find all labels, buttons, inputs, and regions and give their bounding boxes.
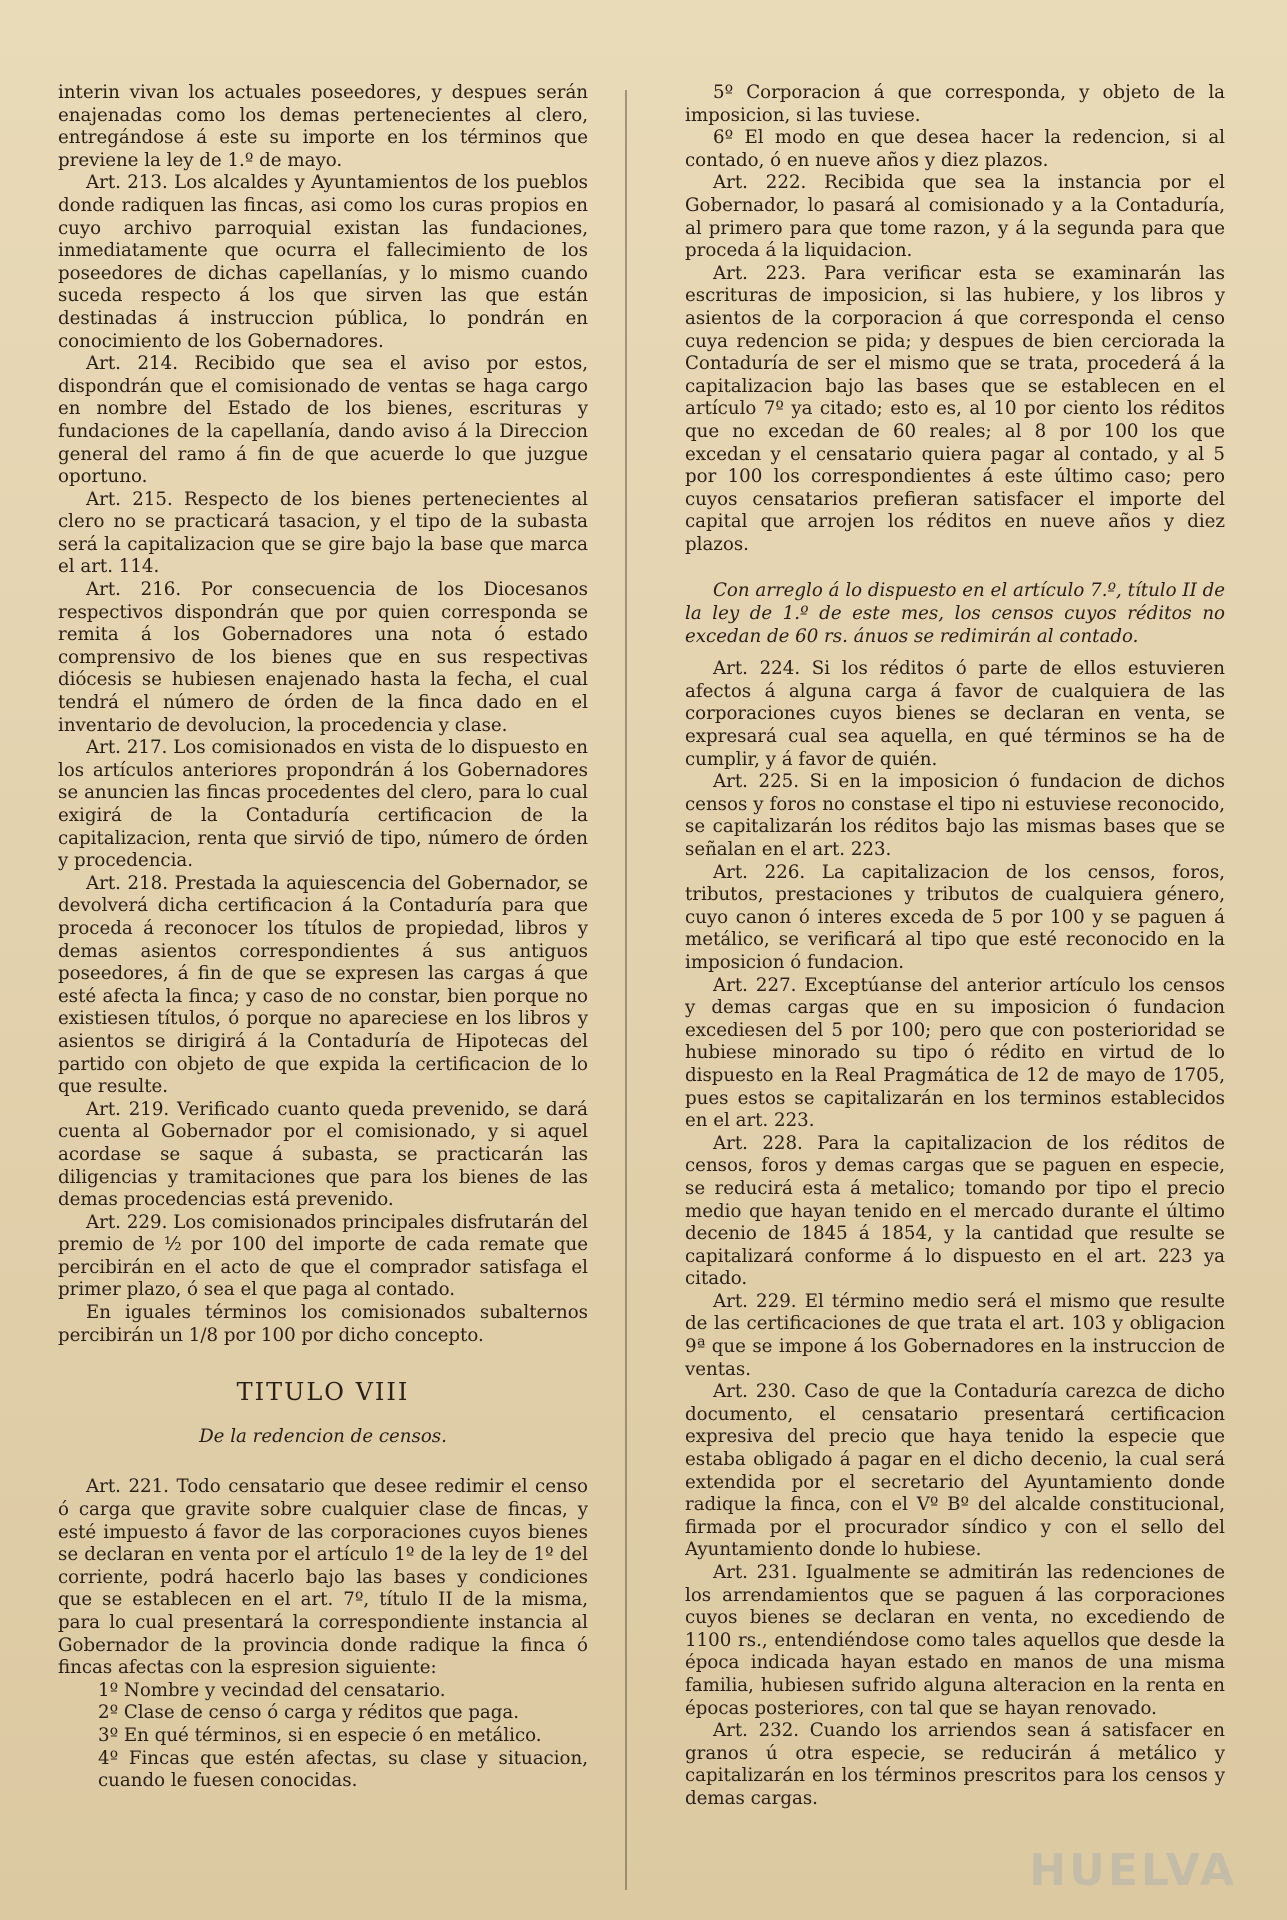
article-232: Art. 232. Cuando los arriendos sean á satisfacer en granos ú otra especie, se reducirán á metálico y capitalizarán en los términos prescritos para los censos y demas cargas. xyxy=(685,1720,1225,1809)
list-item: 2º Clase de censo ó carga y réditos que paga. xyxy=(98,1702,519,1724)
paragraph: interin vivan los actuales poseedores, y despues serán enajenadas como los demas pertenecientes al clero, entregándose á este su importe en los términos que previene la ley de 1.º de mayo. xyxy=(58,82,588,171)
article-229: Art. 229. El término medio será el mismo que resulte de las certificaciones de que trata el art. 103 y obligacion 9ª que se impone á los Gobernadores en la instruccion de ventas. xyxy=(685,1290,1225,1380)
list-item: 5º Corporacion á que corresponda, y objeto de la imposicion, si las tuviese. xyxy=(685,82,1225,126)
list-item: 3º En qué términos, si en especie ó en metálico. xyxy=(98,1724,542,1746)
list-item: 6º El modo en que desea hacer la redencion, si al contado, ó en nueve años y diez plazos. xyxy=(685,127,1225,171)
article-223: Art. 223. Para verificar esta se examinarán las escrituras de imposicion, si las hubiere, y los libros y asientos de la corporacion á que corresponda el censo cuya redencion se pida; y despues de bien cerciorada la Contaduría de ser el mismo que se trata, procederá á la capitalizacion bajo las bases que se establecen en el artículo 7º ya citado; esto es, al 10 por ciento los réditos que no excedan de 60 reales; al 8 por 100 los que excedan y el censatario quiera pagar al contado, y al 5 por 100 los correspondientes á este último caso; pero cuyos censatarios prefieran satisfacer el importe del capital que arrojen los réditos en nueve años y diez plazos. xyxy=(685,262,1225,555)
article-219: Art. 219. Verificado cuanto queda prevenido, se dará cuenta al Gobernador por el comisionado, y si aquel acordase se saque á subasta, se practicarán las diligencias y tramitaciones que para los bienes de las demas procedencias está prevenido. xyxy=(58,1098,588,1211)
paragraph: En iguales términos los comisionados subalternos percibirán un 1/8 por 100 por dicho concepto. xyxy=(58,1302,588,1346)
section-subtitle: De la redencion de censos. xyxy=(199,1425,447,1447)
article-221: Art. 221. Todo censatario que desee redimir el censo ó carga que gravite sobre cualquier clase de fincas, y esté impuesto á favor de las corporaciones cuyos bienes se declaran en venta por el artículo 1º de la ley de 1º del corriente, podrá hacerlo bajo las bases y condiciones que se establecen en el art. 7º, título II de la misma, para lo cual presentará la correspondiente instancia al Gobernador de la provincia donde radique la finca ó fincas afectas con la espresion siguiente: xyxy=(58,1476,588,1679)
article-216: Art. 216. Por consecuencia de los Diocesanos respectivos dispondrán que por quien corresponda se remita á los Gobernadores una nota ó estado comprensivo de los bienes que en sus respectivas diócesis se hubiesen enajenado hasta la fecha, el cual tendrá el número de órden de la finca dado en el inventario de devolucion, la procedencia y clase. xyxy=(58,579,588,736)
article-226: Art. 226. La capitalizacion de los censos, foros, tributos, prestaciones y tributos de cualquiera género, cuyo canon ó interes exceda de 5 por 100 y se paguen á metálico, se verificará al tipo que esté reconocido en la imposicion ó fundacion. xyxy=(685,861,1225,973)
watermark-logo: HUELVA xyxy=(1029,1845,1237,1896)
section-title: TITULO VIII xyxy=(236,1378,410,1407)
article-213: Art. 213. Los alcaldes y Ayuntamientos de los pueblos donde radiquen las fincas, asi como los curas propios en cuyo archivo parroquial existan las fundaciones, inmediatamente que ocurra el fallecimiento de los poseedores de dichas capellanías, y lo mismo cuando suceda respecto á los que sirven las que están destinadas á instruccion pública, lo pondrán en conocimiento de los Gobernadores. xyxy=(58,172,588,352)
article-222: Art. 222. Recibida que sea la instancia por el Gobernador, lo pasará al comisionado y a la Contaduría, al primero para que tome razon, y á la segunda para que proceda á la liquidacion. xyxy=(685,172,1225,262)
italic-note: Con arreglo á lo dispuesto en el artículo 7.º, título II de la ley de 1.º de este mes, los censos cuyos réditos no excedan de 60 rs. ánuos se redimirán al contado. xyxy=(685,580,1225,647)
article-214: Art. 214. Recibido que sea el aviso por estos, dispondrán que el comisionado de ventas se haga cargo en nombre del Estado de los bienes, escrituras y fundaciones de la capellanía, dando aviso á la Direccion general del ramo á fin de que acuerde lo que juzgue oportuno. xyxy=(58,353,588,488)
requirements-list xyxy=(58,1680,588,1793)
article-227: Art. 227. Exceptúanse del anterior artículo los censos y demas cargas que en su imposicion ó fundacion excediesen del 5 por 100; pero que con posterioridad se hubiese minorado su tipo ó rédito en virtud de lo dispuesto en la Real Pragmática de 12 de mayo de 1705, pues estos se capitalizarán en los terminos establecidos en el art. 223. xyxy=(685,974,1225,1132)
left-column xyxy=(58,82,588,1793)
article-230: Art. 230. Caso de que la Contaduría carezca de dicho documento, el censatario presentará certificacion expresiva del precio que haya tenido la especie que estaba obligado á pagar en el dicho decenio, la cual será extendida por el secretario del Ayuntamiento donde radique la finca, con el Vº Bº del alcalde constitucional, firmada por el procurador síndico y con el sello del Ayuntamiento donde lo hubiese. xyxy=(685,1381,1225,1561)
article-229-left: Art. 229. Los comisionados principales disfrutarán del premio de ½ por 100 del importe de cada remate que percibirán en el acto de que el comprador satisfaga el primer plazo, ó sea el que paga al contado. xyxy=(58,1211,588,1301)
list-item: 4º Fincas que estén afectas, su clase y situacion, cuando le fuesen conocidas. xyxy=(98,1747,588,1792)
article-224: Art. 224. Si los réditos ó parte de ellos estuvieren afectos á alguna carga á favor de cualquiera de las corporaciones cuyos bienes se declaran en venta, se expresará cual sea aquella, en qué términos se ha de cumplir, y á favor de quién. xyxy=(685,658,1225,770)
article-231: Art. 231. Igualmente se admitirán las redenciones de los arrendamientos que se paguen á las corporaciones cuyos bienes se declaran en venta, no excediendo de 1100 rs., entendiéndose como tales aquellos que desde la época indicada hayan estado en manos de una misma familia, hubiesen sufrido alguna alteracion en la renta en épocas posteriores, con tal que se hayan renovado. xyxy=(685,1562,1225,1719)
article-225: Art. 225. Si en la imposicion ó fundacion de dichos censos y foros no constase el tipo ni estuviese reconocido, se capitalizarán los réditos bajo las mismas bases que se señalan en el art. 223. xyxy=(685,771,1225,860)
list-item: 1º Nombre y vecindad del censatario. xyxy=(98,1679,446,1701)
right-column xyxy=(685,82,1225,1811)
article-218: Art. 218. Prestada la aquiescencia del Gobernador, se devolverá dicha certificacion á la Contaduría para que proceda á reconocer los títulos de propiedad, libros y demas asientos correspondientes á sus antiguos poseedores, á fin de que se expresen las cargas á que esté afecta la finca; y caso de no constar, bien porque no existiesen títulos, ó porque no apareciese en los libros y asientos se dirigirá á la Contaduría de Hipotecas del partido con objeto de que expida la certificacion de lo que resulte. xyxy=(58,872,588,1098)
column-divider xyxy=(625,90,627,1890)
article-217: Art. 217. Los comisionados en vista de lo dispuesto en los artículos anteriores propondrán á los Gobernadores se anuncien las fincas procedentes del clero, para lo cual exigirá de la Contaduría certificacion de la capitalizacion, renta que sirvió de tipo, número de órden y procedencia. xyxy=(58,737,588,872)
article-215: Art. 215. Respecto de los bienes pertenecientes al clero no se practicará tasacion, y el tipo de la subasta será la capitalizacion que se gire bajo la base que marca el art. 114. xyxy=(58,488,588,578)
article-228: Art. 228. Para la capitalizacion de los réditos de censos, foros y demas cargas que se paguen en especie, se reducirá esta á metalico; tomando por tipo el precio medio que hayan tenido en el mercado durante el último decenio de 1845 á 1854, y la cantidad que resulte se capitalizará conforme á lo dispuesto en el art. 223 ya citado. xyxy=(685,1132,1225,1290)
